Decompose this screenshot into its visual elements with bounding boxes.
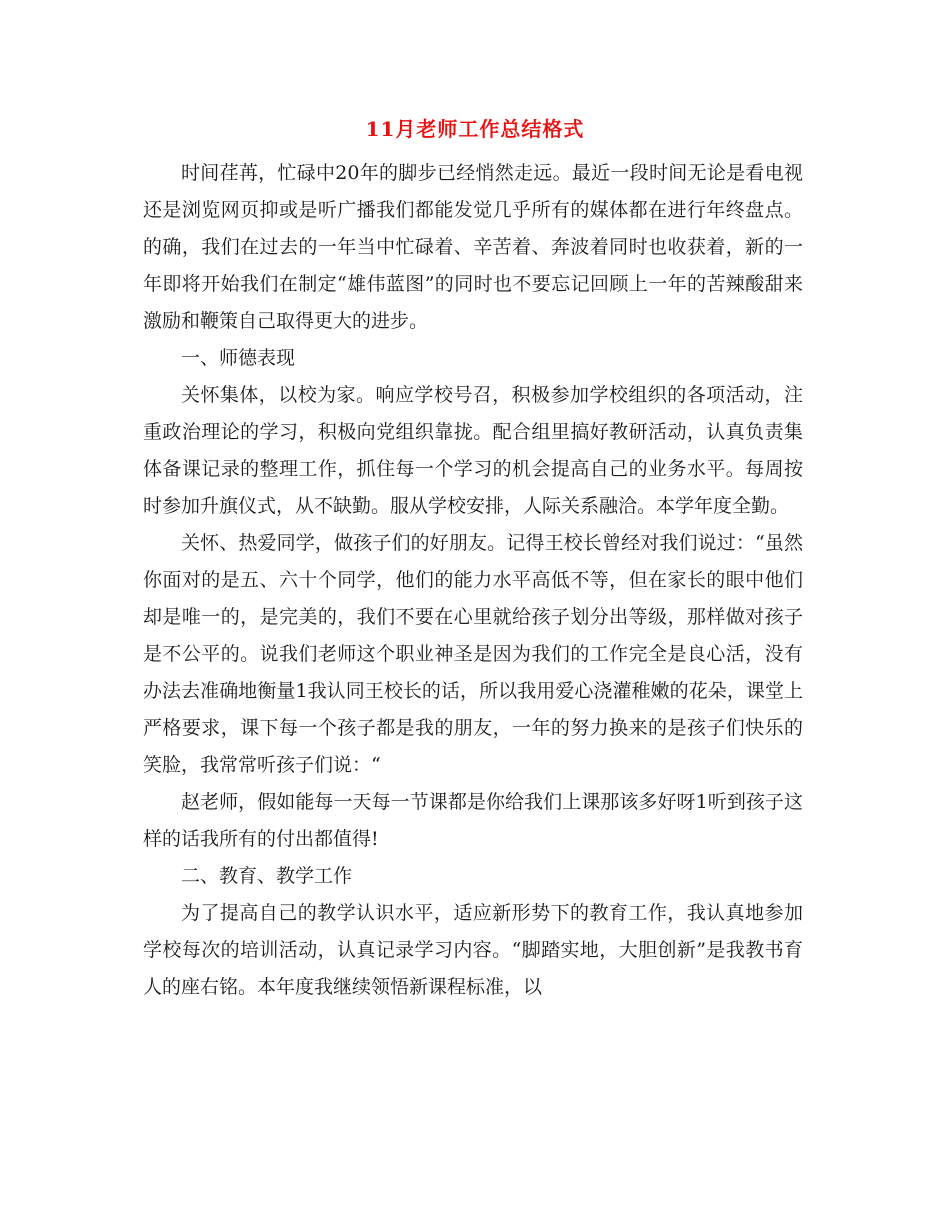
paragraph-students: 关怀、热爱同学，做孩子们的好朋友。记得王校长曾经对我们说过：“虽然你面对的是五、六十个同学，他们的能力水平高低不等，但在家长的眼中他们却是唯一的，是完美的，我们不要在心里就给孩子划分出等级，那样做对孩子是不公平的。说我们老师这个职业神圣是因为我们的工作完全是良心活，没有办法去准确地衡量1我认同王校长的话，所以我用爱心浇灌稚嫩的花朵，课堂上严格要求，课下每一个孩子都是我的朋友，一年的努力换来的是孩子们快乐的笑脸，我常常听孩子们说：“ (143, 532, 803, 776)
section-heading-teaching-work: 二、教育、教学工作 (181, 865, 353, 887)
document-title: 11月老师工作总结格式 (365, 117, 585, 141)
paragraph-training: 为了提高自己的教学认识水平，适应新形势下的教育工作，我认真地参加学校每次的培训活动，认真记录学习内容。“脚踏实地，大胆创新”是我教书育人的座右铭。本年度我继续领悟新课程标准，以 (143, 902, 803, 998)
document-body (143, 155, 803, 1006)
paragraph-collective: 关怀集体，以校为家。响应学校号召，积极参加学校组织的各项活动，注重政治理论的学习，积极向党组织靠拢。配合组里搞好教研活动，认真负责集体备课记录的整理工作，抓住每一个学习的机会提高自己的业务水平。每周按时参加升旗仪式，从不缺勤。服从学校安排，人际关系融洽。本学年度全勤。 (143, 384, 803, 517)
section-heading-teacher-ethics: 一、师德表现 (181, 347, 296, 369)
paragraph-intro: 时间荏苒，忙碌中20年的脚步已经悄然走远。最近一段时间无论是看电视还是浏览网页抑或是听广播我们都能发觉几乎所有的媒体都在进行年终盘点。的确，我们在过去的一年当中忙碌着、辛苦着、奔波着同时也收获着，新的一年即将开始我们在制定“雄伟蓝图”的同时也不要忘记回顾上一年的苦辣酸甜来激励和鞭策自己取得更大的进步。 (143, 162, 803, 332)
paragraph-quote: 赵老师，假如能每一天每一节课都是你给我们上课那该多好呀1听到孩子这样的话我所有的付出都值得! (143, 791, 803, 850)
